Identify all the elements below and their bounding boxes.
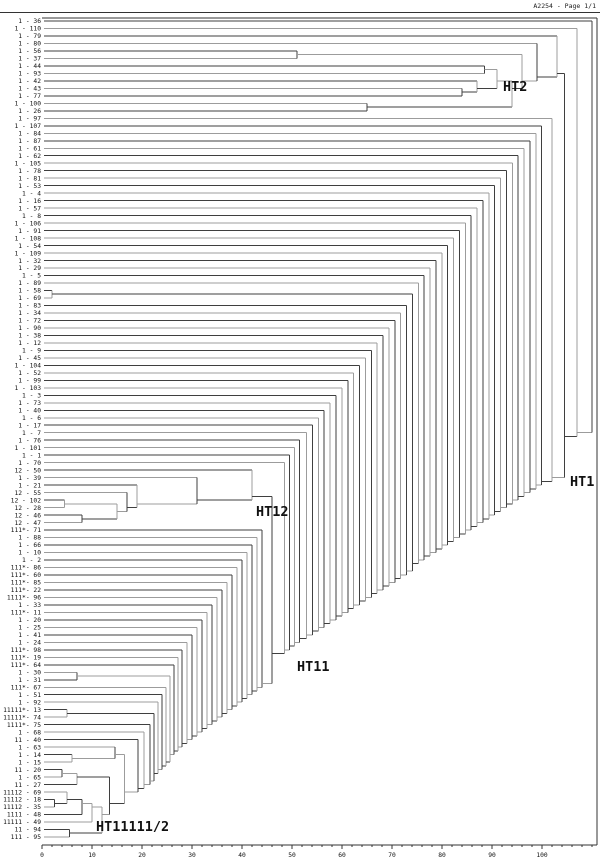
leaf-label: 1 - 57 [18,205,41,213]
leaf-label: 1 - 16 [18,197,41,205]
leaf-label: 1 - 6 [22,414,41,422]
leaf-label: 1 - 84 [18,130,41,138]
leaf-label: 111*- 86 [10,564,41,572]
x-axis-tick-label: 60 [338,852,346,859]
leaf-label: 1 - 30 [18,669,41,677]
cluster-label-ht12: HT12 [256,504,289,520]
leaf-label: 12 - 50 [14,467,41,475]
leaf-label: 1 - 66 [18,542,41,550]
leaf-label: 1 - 10 [18,549,41,557]
leaf-label: 1 - 105 [14,160,41,168]
x-axis-tick-label: 90 [488,852,496,859]
leaf-label: 11112 - 35 [3,804,41,812]
leaf-label: 1 - 26 [18,108,41,116]
leaf-label: 1 - 52 [18,370,41,378]
leaf-label: 1 - 77 [18,93,41,101]
leaf-label: 1 - 106 [14,220,41,228]
leaf-label: 1 - 109 [14,250,41,258]
cluster-label-ht1: HT1 [570,474,595,490]
leaf-label: 1 - 51 [18,691,41,699]
leaf-label: 1 - 43 [18,85,41,93]
leaf-label: 1 - 54 [18,242,41,250]
x-axis-tick-label: 100 [536,852,548,859]
leaf-label: 1111*- 75 [6,721,41,729]
leaf-label: 12 - 28 [14,504,41,512]
leaf-label: 1 - 63 [18,744,41,752]
leaf-label: 1 - 21 [18,482,41,490]
x-axis-tick-label: 20 [138,852,146,859]
leaf-label: 111*- 19 [10,654,41,662]
leaf-label: 11111*- 74 [3,714,41,722]
x-axis-tick-label: 10 [88,852,96,859]
cluster-label-ht111112: HT11111/2 [96,819,170,835]
leaf-label: 1 - 76 [18,437,41,445]
leaf-label: 1 - 97 [18,115,41,123]
leaf-label: 1 - 88 [18,534,41,542]
leaf-label: 111*- 60 [10,572,41,580]
leaf-label: 1 - 104 [14,362,41,370]
leaf-label: 1 - 20 [18,617,41,625]
leaf-label: 11 - 20 [14,766,41,774]
cluster-label-ht2: HT2 [503,79,528,95]
leaf-label: 12 - 47 [14,519,41,527]
leaf-label: 1 - 83 [18,302,41,310]
leaf-label: 1 - 40 [18,407,41,415]
leaf-label: 1 - 58 [18,287,41,295]
leaf-label: 111*- 98 [10,647,41,655]
leaf-label: 1 - 89 [18,280,41,288]
leaf-label: 111*- 71 [10,527,41,535]
leaf-label: 1 - 32 [18,257,41,265]
leaf-label: 1 - 12 [18,340,41,348]
leaf-label: 111 - 95 [10,834,41,842]
leaf-label: 1 - 15 [18,759,41,767]
leaf-label: 111*- 11 [10,609,41,617]
leaf-label: 111*- 22 [10,587,41,595]
page-header-title: A2254 - Page 1/1 [533,2,596,10]
leaf-label: 1 - 14 [18,751,41,759]
leaf-label: 1 - 31 [18,676,41,684]
leaf-label: 12 - 102 [10,497,41,505]
leaf-label: 1 - 7 [22,429,41,437]
leaf-label: 1 - 92 [18,699,41,707]
x-axis-tick-label: 40 [238,852,246,859]
leaf-label: 1 - 45 [18,355,41,363]
leaf-label: 1 - 9 [22,347,41,355]
leaf-label: 1 - 8 [22,212,41,220]
x-axis-tick-label: 30 [188,852,196,859]
leaf-label: 11 - 94 [14,826,41,834]
leaf-label: 1 - 44 [18,63,41,71]
leaf-label: 1 - 100 [14,100,41,108]
x-axis-tick-label: 70 [388,852,396,859]
leaf-label: 1 - 87 [18,137,41,145]
leaf-label: 11112 - 69 [3,789,41,797]
leaf-label: 1 - 107 [14,123,41,131]
leaf-label: 1 - 101 [14,444,41,452]
leaf-label: 1 - 110 [14,25,41,33]
leaf-label: 1 - 5 [22,272,41,280]
leaf-label: 1 - 25 [18,624,41,632]
leaf-label: 1 - 53 [18,182,41,190]
leaf-label: 1 - 38 [18,332,41,340]
leaf-label: 1 - 108 [14,235,41,243]
leaf-label: 1 - 90 [18,325,41,333]
x-axis-tick-label: 80 [438,852,446,859]
leaf-label: 11111 - 49 [3,819,41,827]
leaf-label: 1 - 56 [18,48,41,56]
leaf-label: 1 - 72 [18,317,41,325]
leaf-label: 1 - 93 [18,70,41,78]
leaf-label: 1 - 39 [18,474,41,482]
leaf-label: 1 - 29 [18,265,41,273]
leaf-label: 11 - 40 [14,736,41,744]
leaf-label: 11 - 27 [14,781,41,789]
leaf-label: 12 - 46 [14,512,41,520]
cluster-label-ht11: HT11 [297,659,330,675]
leaf-label: 1 - 41 [18,632,41,640]
leaf-label: 111*- 85 [10,579,41,587]
leaf-label: 111*- 64 [10,661,41,669]
leaf-label: 1 - 81 [18,175,41,183]
leaf-label: 1 - 34 [18,310,41,318]
x-axis-tick-label: 0 [40,852,44,859]
leaf-label: 1 - 33 [18,602,41,610]
leaf-label: 12 - 55 [14,489,41,497]
leaf-label: 1 - 37 [18,55,41,63]
leaf-label: 1 - 2 [22,557,41,565]
leaf-label: 1 - 17 [18,422,41,430]
leaf-label: 1 - 78 [18,167,41,175]
leaf-label: 1 - 24 [18,639,41,647]
leaf-label: 11112 - 18 [3,796,41,804]
leaf-label: 1 - 69 [18,295,41,303]
leaf-label: 1 - 70 [18,459,41,467]
x-axis-tick-label: 50 [288,852,296,859]
leaf-label: 1 - 99 [18,377,41,385]
leaf-label: 11111*- 13 [3,706,41,714]
leaf-label: 1 - 73 [18,399,41,407]
leaf-label: 111*- 67 [10,684,41,692]
leaf-label: 1 - 103 [14,385,41,393]
leaf-label: 1 - 91 [18,227,41,235]
leaf-label: 1 - 61 [18,145,41,153]
leaf-label: 1 - 4 [22,190,41,198]
leaf-label: 1 - 80 [18,40,41,48]
leaf-label: 1111 - 48 [6,811,41,819]
leaf-label: 1 - 3 [22,392,41,400]
leaf-label: 1 - 62 [18,152,41,160]
leaf-label: 1 - 65 [18,774,41,782]
leaf-label: 1 - 68 [18,729,41,737]
leaf-label: 1 - 36 [18,18,41,26]
leaf-label: 1111*- 96 [6,594,41,602]
leaf-label: 1 - 79 [18,33,41,41]
leaf-label: 1 - 1 [22,452,41,460]
leaf-label: 1 - 42 [18,78,41,86]
